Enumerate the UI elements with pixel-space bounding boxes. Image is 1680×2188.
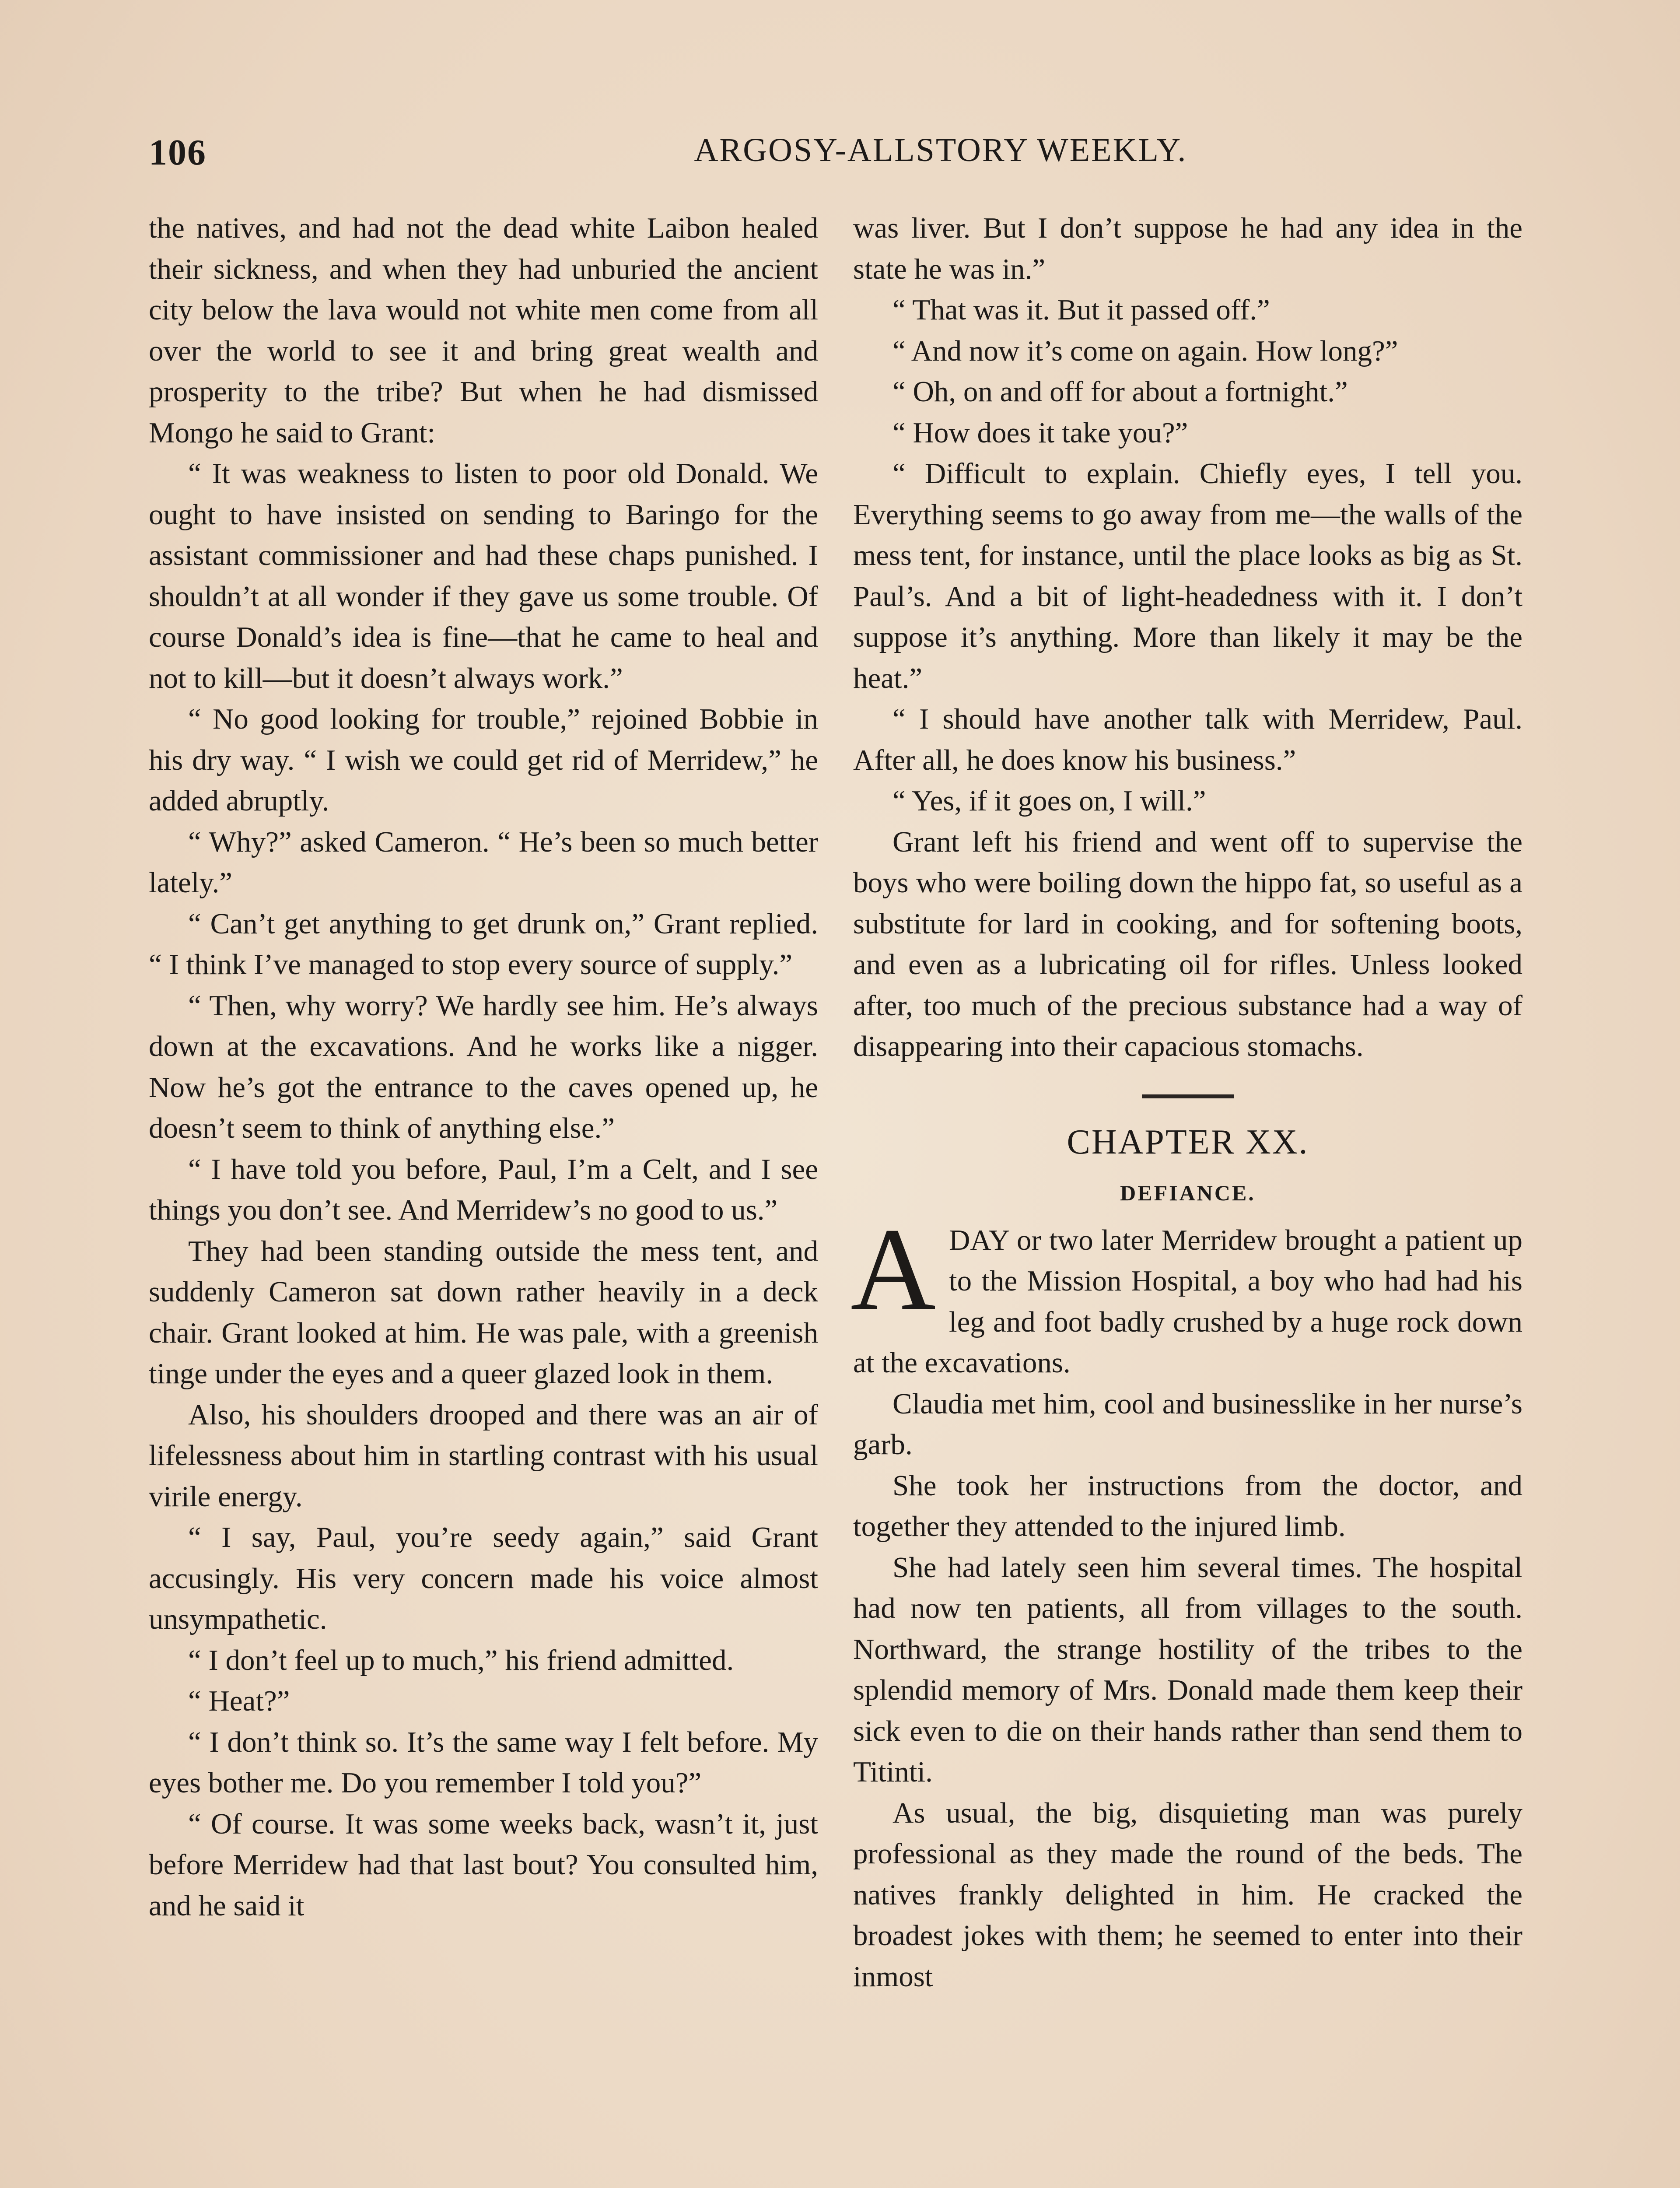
paragraph: “ Of course. It was some weeks back, wasn’t it, just before Merridew had that last bout? You consulted him, and he said it bbox=[149, 1807, 818, 1922]
running-head: ARGOSY-ALLSTORY WEEKLY. bbox=[694, 132, 1187, 168]
paragraph: As usual, the big, disquieting man was purely professional as they made the round of the beds. The natives frankly delighted in him. He cracked the broadest jokes with them; he seemed to enter into their inmost bbox=[853, 1796, 1522, 1993]
left-column bbox=[149, 208, 818, 1926]
page-number: 106 bbox=[149, 132, 206, 173]
paragraph: Grant left his friend and went off to supervise the boys who were boiling down the hippo fat, so useful as a substitute for lard in cooking, and for softening boots, and even as a lubricating oil for rifles. Unless looked after, too much of the precious substance had a way of disappearing into their capacious stomachs. bbox=[853, 825, 1522, 1062]
chapter-opening-paragraph bbox=[850, 1203, 1522, 1384]
paragraph: “ I say, Paul, you’re seedy again,” said Grant accusingly. His very concern made his voice almost unsympathetic. bbox=[149, 1521, 818, 1635]
paragraph: “ Then, why worry? We hardly see him. He’s always down at the excavations. And he works like a nigger. Now he’s got the entrance to the caves opened up, he doesn’t seem to think of anything else.” bbox=[149, 989, 818, 1144]
paragraph: the natives, and had not the dead white Laibon healed their sickness, and when they had unburied the ancient city below the lava would not white men come from all over the world to see it and bring great wealth and prosperity to the tribe? But when he had dismissed Mongo he said to Grant: bbox=[149, 212, 818, 449]
section-divider bbox=[1142, 1094, 1234, 1098]
paragraph: “ I don’t think so. It’s the same way I felt before. My eyes bother me. Do you remember I told you?” bbox=[149, 1725, 818, 1799]
chapter-title: CHAPTER XX. bbox=[1067, 1122, 1309, 1161]
page-header bbox=[149, 131, 1558, 184]
paragraph: “ Why?” asked Cameron. “ He’s been so much better lately.” bbox=[149, 825, 818, 899]
paragraph: “ Can’t get anything to get drunk on,” Grant replied. “ I think I’ve managed to stop every source of supply.” bbox=[149, 907, 818, 981]
paragraph: “ Heat?” bbox=[188, 1685, 290, 1717]
paragraph: “ Difficult to explain. Chiefly eyes, I tell you. Everything seems to go away from me—the walls of the mess tent, for instance, until the place looks as big as St. Paul’s. And a bit of light-headedness with it. I don’t suppose it’s anything. More than likely it may be the heat.” bbox=[853, 457, 1522, 694]
paragraph: “ Yes, if it goes on, I will.” bbox=[892, 785, 1206, 817]
paragraph: “ I have told you before, Paul, I’m a Celt, and I see things you don’t see. And Merridew’s no good to us.” bbox=[149, 1153, 818, 1226]
paragraph: Also, his shoulders drooped and there was an air of lifelessness about him in startling contrast with his usual virile energy. bbox=[149, 1398, 818, 1513]
paragraph: was liver. But I don’t suppose he had any idea in the state he was in.” bbox=[853, 212, 1522, 285]
paragraph: Claudia met him, cool and businesslike in her nurse’s garb. bbox=[853, 1387, 1522, 1461]
chapter-subtitle: DEFIANCE. bbox=[1120, 1180, 1256, 1205]
paragraph: “ I don’t feel up to much,” his friend admitted. bbox=[188, 1644, 734, 1676]
paragraph: “ I should have another talk with Merridew, Paul. After all, he does know his business.” bbox=[853, 703, 1522, 776]
paragraph: She had lately seen him several times. The hospital had now ten patients, all from villages to the south. Northward, the strange hostility of the tribes to the splendid memory of Mrs. Donald made them keep their sick even to die on their hands rather than send them to Titinti. bbox=[853, 1551, 1522, 1788]
right-column bbox=[850, 208, 1522, 1997]
paragraph: “ And now it’s come on again. How long?” bbox=[892, 334, 1398, 367]
paragraph: “ It was weakness to listen to poor old Donald. We ought to have insisted on sending to Baringo for the assistant commissioner and had these chaps punished. I shouldn’t at all wonder if they gave us some trouble. Of course Donald’s idea is fine—that he came to heal and not to kill—but it doesn’t always work.” bbox=[149, 457, 818, 694]
paragraph: “ How does it take you?” bbox=[892, 416, 1188, 449]
drop-cap: A bbox=[850, 1203, 936, 1335]
paragraph: They had been standing outside the mess tent, and suddenly Cameron sat down rather heavily in a deck chair. Grant looked at him. He was pale, with a greenish tinge under the eyes and a queer glazed look in them. bbox=[149, 1234, 818, 1390]
opening-text: DAY or two later Merridew brought a patient up to the Mission Hospital, a boy who had had his leg and foot badly crushed by a huge rock down at the excavations. bbox=[853, 1224, 1522, 1379]
paragraph: “ That was it. But it passed off.” bbox=[892, 294, 1270, 326]
paragraph: She took her instructions from the doctor, and together they attended to the injured limb. bbox=[853, 1469, 1522, 1543]
paragraph: “ Oh, on and off for about a fortnight.” bbox=[892, 375, 1348, 408]
paragraph: “ No good looking for trouble,” rejoined Bobbie in his dry way. “ I wish we could get rid of Merridew,” he added abruptly. bbox=[149, 703, 818, 817]
